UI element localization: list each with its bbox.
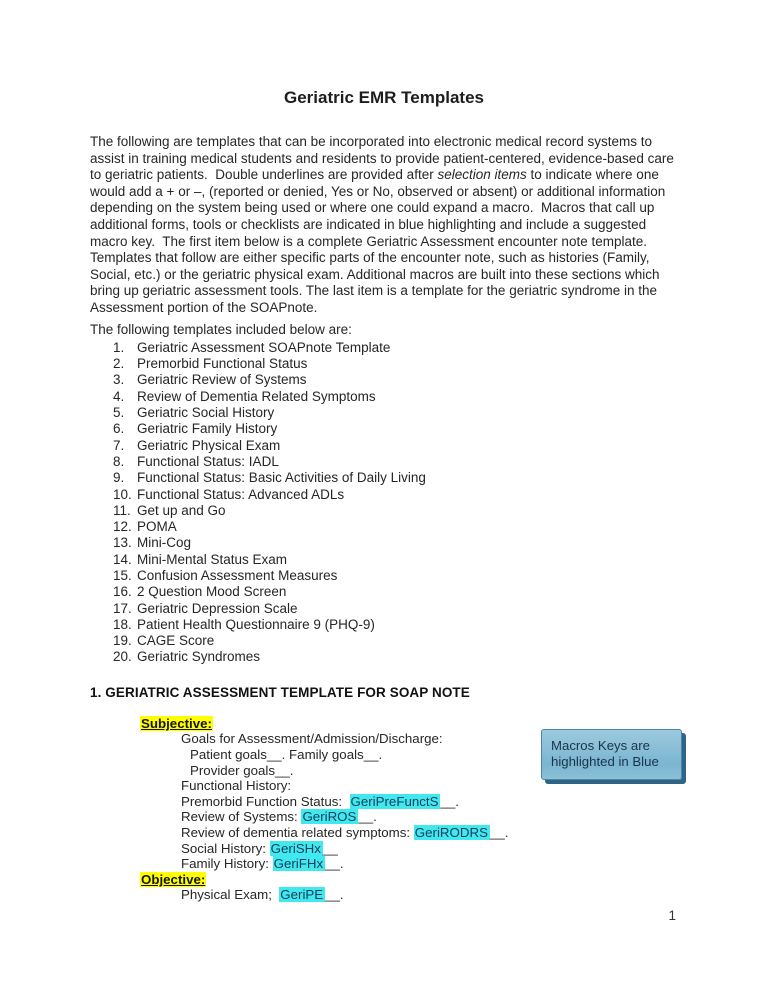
list-item-label: Geriatric Family History xyxy=(137,421,278,437)
functional-history-line: Functional History: xyxy=(181,778,292,794)
list-item-number: 1. xyxy=(113,339,125,355)
list-item-label: Geriatric Depression Scale xyxy=(137,600,298,616)
list-item-number: 2. xyxy=(113,356,125,372)
list-item-label: Geriatric Social History xyxy=(137,405,275,421)
list-item xyxy=(113,584,680,600)
list-item-number: 15. xyxy=(113,567,132,583)
macro-key-highlight: GeriRODRS xyxy=(414,824,488,840)
list-item-label: POMA xyxy=(137,519,177,535)
list-item xyxy=(113,617,680,633)
line-text: Review of dementia related symptoms: xyxy=(181,824,414,840)
line-text: __. xyxy=(358,809,377,825)
list-item xyxy=(113,372,680,388)
macro-key-highlight: GeriFHx xyxy=(273,856,324,872)
template-list xyxy=(90,322,680,666)
list-item-number: 12. xyxy=(113,519,132,535)
family-history-line xyxy=(90,856,680,872)
macro-key-highlight: GeriSHx xyxy=(270,840,321,856)
list-item-label: Get up and Go xyxy=(137,502,226,518)
list-item-label: 2 Question Mood Screen xyxy=(137,584,287,600)
list-item-number: 8. xyxy=(113,453,125,469)
macro-key-highlight: GeriPreFunctS xyxy=(350,793,439,809)
list-item-label: CAGE Score xyxy=(137,633,215,649)
macro-note-line1: Macros Keys are xyxy=(551,738,650,753)
list-item-label: Geriatric Assessment SOAPnote Template xyxy=(137,339,391,355)
line-text: __ xyxy=(322,840,338,856)
line-text: __. xyxy=(440,793,459,809)
list-intro: The following templates included below are: xyxy=(90,321,352,337)
list-item xyxy=(113,454,680,470)
subjective-label-highlight: Subjective: xyxy=(141,715,212,731)
list-item xyxy=(113,568,680,584)
list-item-label: Functional Status: Basic Activities of Daily Living xyxy=(137,470,426,486)
line-text: __. xyxy=(489,824,509,840)
list-item-number: 17. xyxy=(113,600,132,616)
list-item xyxy=(113,487,680,503)
list-item-number: 14. xyxy=(113,551,132,567)
list-item-number: 11. xyxy=(113,502,131,518)
intro-text-italic: selection items xyxy=(437,167,527,183)
objective-label-highlight: Objective: xyxy=(141,871,206,887)
list-item-label: Premorbid Functional Status xyxy=(137,356,308,372)
line-text: Review of Systems: xyxy=(181,809,302,825)
list-item-label: Confusion Assessment Measures xyxy=(137,567,338,583)
list-item-number: 3. xyxy=(113,372,125,388)
list-item xyxy=(113,649,680,665)
social-history-line xyxy=(90,841,680,857)
line-text: Premorbid Function Status: xyxy=(181,793,350,809)
objective-header xyxy=(90,872,680,888)
macro-note-box xyxy=(541,729,682,780)
intro-text-part1: The following are templates that can be incorporated into electronic medical record systems to assist in training medical students and residents to provide patient-centered, evidence-based care to geriatric patients. Double underlines are provided after xyxy=(90,134,678,183)
line-text: __. xyxy=(325,856,344,872)
list-item xyxy=(113,601,680,617)
list-item-label: Geriatric Physical Exam xyxy=(137,437,281,453)
list-item xyxy=(113,552,680,568)
list-item xyxy=(113,438,680,454)
list-item xyxy=(113,470,680,486)
line-text: __. xyxy=(325,887,344,903)
provider-goals-line: Provider goals__. xyxy=(190,762,294,778)
section-heading: 1. GERIATRIC ASSESSMENT TEMPLATE FOR SOAP NOTE xyxy=(90,684,470,700)
list-item-number: 5. xyxy=(113,405,125,421)
list-item xyxy=(113,389,680,405)
line-text: Family History: xyxy=(181,856,273,872)
list-item-label: Functional Status: IADL xyxy=(137,453,279,469)
line-text: Physical Exam; xyxy=(181,887,280,903)
list-item xyxy=(113,340,680,356)
list-item-label: Geriatric Review of Systems xyxy=(137,372,307,388)
page-title: Geriatric EMR Templates xyxy=(284,88,484,107)
list-item-number: 13. xyxy=(113,535,132,551)
intro-paragraph xyxy=(90,134,680,317)
list-item xyxy=(113,633,680,649)
list-item xyxy=(113,356,680,372)
physical-exam-line xyxy=(90,887,680,903)
list-item xyxy=(113,405,680,421)
intro-text-part2: to indicate where one would add a + or –, (reported or denied, Yes or No, observed or absent) or additional information depending on the system being used or where one could expand a macro. Macros that call up additional forms, tools or checklists are indicated in blue highlighting and include a suggested macro key. The first item below is a complete Geriatric Assessment encounter note template. Templates that follow are either specific parts of the encounter note, such as histories (Family, Social, etc.) or the geriatric physical exam. Additional macros are built into these sections which bring up geriatric assessment tools. The last item is a template for the geriatric syndrome in the Assessment portion of the SOAPnote. xyxy=(90,167,669,315)
review-of-systems-line xyxy=(90,809,680,825)
macro-key-highlight: GeriROS xyxy=(302,809,357,825)
list-item xyxy=(113,503,680,519)
list-item-number: 9. xyxy=(113,470,125,486)
patient-goals-line: Patient goals__. Family goals__. xyxy=(190,746,383,762)
list-item-number: 20. xyxy=(113,649,132,665)
list-item-number: 7. xyxy=(113,437,125,453)
list-item-number: 4. xyxy=(113,388,125,404)
list-item-label: Mini-Cog xyxy=(137,535,192,551)
macro-key-highlight: GeriPE xyxy=(280,887,324,903)
list-item-number: 18. xyxy=(113,616,132,632)
premorbid-line xyxy=(90,794,680,810)
list-item-number: 19. xyxy=(113,633,132,649)
list-item-number: 16. xyxy=(113,584,132,600)
list-item-number: 10. xyxy=(113,486,132,502)
list-item-label: Functional Status: Advanced ADLs xyxy=(137,486,345,502)
line-text: Social History: xyxy=(181,840,270,856)
list-item xyxy=(113,421,680,437)
list-item-label: Geriatric Syndromes xyxy=(137,649,261,665)
page-number: 1 xyxy=(668,908,676,923)
list-item-label: Patient Health Questionnaire 9 (PHQ-9) xyxy=(137,616,375,632)
list-item xyxy=(113,519,680,535)
dementia-symptoms-line xyxy=(90,825,680,841)
macro-note-line2: highlighted in Blue xyxy=(551,754,659,769)
list-item-label: Mini-Mental Status Exam xyxy=(137,551,288,567)
list-item xyxy=(113,535,680,551)
list-items xyxy=(90,340,680,666)
list-item-label: Review of Dementia Related Symptoms xyxy=(137,388,376,404)
goals-header-line: Goals for Assessment/Admission/Discharge: xyxy=(181,731,443,747)
list-item-number: 6. xyxy=(113,421,125,437)
